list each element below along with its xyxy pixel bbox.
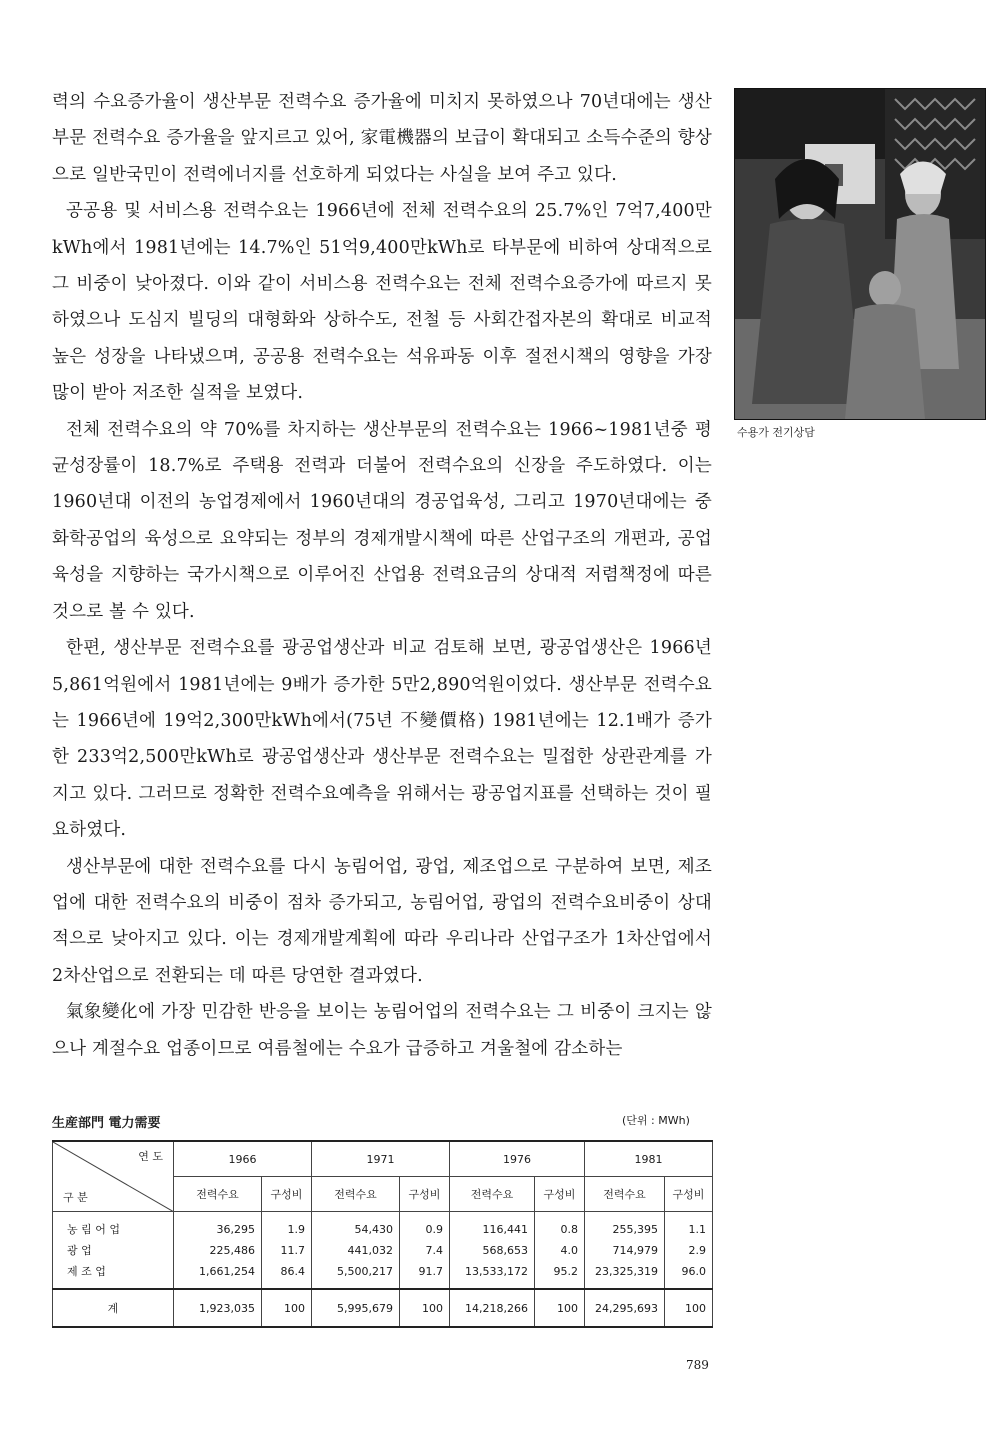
cell-value: 0.9: [425, 1222, 443, 1236]
body-text: [52, 84, 712, 1067]
header-year-label: 연 도: [138, 1150, 163, 1163]
photo-caption: 수용가 전기상담: [737, 426, 815, 439]
paragraph: 한편, 생산부문 전력수요를 광공업생산과 비교 검토해 보면, 광공업생산은 1966년 5,861억원에서 1981년에는 9배가 증가한 5만2,890억원이었다. 생산부문 전력수요는 1966년에 19억2,300만kWh에서(75년 不變價格) 1981년에는 12.1배가 증가한 233억2,500만kWh로 광공업생산과 생산부문 전력수요는 밀접한 상관관계를 가지고 있다. 그러므로 정확한 전력수요예측을 위해서는 광공업지표를 선택하는 것이 필요하였다.: [52, 638, 712, 841]
year-header: 1971: [312, 1141, 450, 1177]
cell-value: 568,653: [482, 1243, 528, 1257]
consultation-photo: [734, 88, 986, 420]
cell-value: 7.4: [425, 1243, 443, 1257]
demand-cell: [585, 1212, 665, 1290]
cell-value: 225,486: [209, 1243, 255, 1257]
demand-cell: [174, 1212, 262, 1290]
ratio-cell: [400, 1212, 450, 1290]
cell-value: 11.7: [280, 1243, 305, 1257]
year-header: 1976: [450, 1141, 585, 1177]
table-title: 生産部門 電力需要: [52, 1116, 161, 1131]
ratio-cell: [535, 1212, 585, 1290]
cell-value: 2.9: [688, 1243, 706, 1257]
cell-value: 54,430: [354, 1222, 393, 1236]
cell-value: 255,395: [612, 1222, 658, 1236]
cell-value: 23,325,319: [595, 1264, 658, 1278]
cell-value: 13,533,172: [465, 1264, 528, 1278]
paragraph: 생산부문에 대한 전력수요를 다시 농림어업, 광업, 제조업으로 구분하여 보면, 제조업에 대한 전력수요의 비중이 점차 증가되고, 농림어업, 광업의 전력수요비중이 상대적으로 낮아지고 있다. 이는 경제개발계획에 따라 우리나라 산업구조가 1차산업에서 2차산업으로 전환되는 데 따른 당연한 결과였다.: [52, 856, 712, 986]
cell-value: 1.1: [688, 1222, 706, 1236]
year-header: 1981: [585, 1141, 713, 1177]
paragraph: 전체 전력수요의 약 70%를 차지하는 생산부문의 전력수요는 1966~1981년중 평균성장률이 18.7%로 주택용 전력과 더불어 전력수요의 신장을 주도하였다. 이는 1960년대 이전의 농업경제에서 1960년대의 경공업육성, 그리고 1970년대에는 중화학공업의 육성으로 요약되는 정부의 경제개발시책에 따른 산업구조의 개편과, 공업육성을 지향하는 국가시책으로 이루어진 산업용 전력요금의 상대적 저렴책정에 따른 것으로 볼 수 있다.: [52, 419, 712, 622]
cell-value: 96.0: [681, 1264, 706, 1278]
cell-value: 36,295: [216, 1222, 255, 1236]
total-ratio: 100: [535, 1289, 585, 1327]
table-unit: (단위 : MWh): [622, 1114, 690, 1127]
total-demand: 14,218,266: [450, 1289, 535, 1327]
ratio-cell: [262, 1212, 312, 1290]
total-ratio: 100: [400, 1289, 450, 1327]
demand-header: 전력수요: [585, 1177, 665, 1212]
row-label: 농 림 어 업: [67, 1222, 120, 1236]
cell-value: 86.4: [280, 1264, 305, 1278]
cell-value: 0.8: [560, 1222, 578, 1236]
ratio-header: 구성비: [665, 1177, 713, 1212]
paragraph: 공공용 및 서비스용 전력수요는 1966년에 전체 전력수요의 25.7%인 7억7,400만kWh에서 1981년에는 14.7%인 51억9,400만kWh로 타부문에 비하여 상대적으로 그 비중이 낮아졌다. 이와 같이 서비스용 전력수요는 전체 전력수요증가에 따르지 못하였으나 도심지 빌딩의 대형화와 상하수도, 전철 등 사회간접자본의 확대로 비교적 높은 성장을 나타냈으며, 공공용 전력수요는 석유파동 이후 절전시책의 영향을 가장 많이 받아 저조한 실적을 보였다.: [52, 201, 712, 404]
ratio-header: 구성비: [535, 1177, 585, 1212]
row-label: 광 업: [67, 1243, 92, 1257]
demand-cell: [312, 1212, 400, 1290]
cell-value: 5,500,217: [337, 1264, 393, 1278]
cell-value: 714,979: [612, 1243, 658, 1257]
demand-header: 전력수요: [450, 1177, 535, 1212]
total-ratio: 100: [665, 1289, 713, 1327]
ratio-header: 구성비: [400, 1177, 450, 1212]
table-row: [53, 1212, 713, 1290]
total-demand: 5,995,679: [312, 1289, 400, 1327]
total-ratio: 100: [262, 1289, 312, 1327]
row-labels: [53, 1212, 174, 1290]
cell-value: 116,441: [482, 1222, 528, 1236]
cell-value: 1,661,254: [199, 1264, 255, 1278]
demand-cell: [450, 1212, 535, 1290]
table-row-total: [53, 1289, 713, 1327]
cell-value: 95.2: [553, 1264, 578, 1278]
row-label: 제 조 업: [67, 1264, 106, 1278]
ratio-cell: [665, 1212, 713, 1290]
total-label: 계: [53, 1289, 174, 1327]
total-demand: 24,295,693: [585, 1289, 665, 1327]
paragraph: 氣象變化에 가장 민감한 반응을 보이는 농림어업의 전력수요는 그 비중이 크지는 않으나 계절수요 업종이므로 여름철에는 수요가 급증하고 겨울철에 감소하는: [52, 1002, 712, 1059]
header-diagonal-cell: [53, 1141, 174, 1212]
cell-value: 441,032: [347, 1243, 393, 1257]
header-category-label: 구 분: [63, 1191, 88, 1204]
total-demand: 1,923,035: [174, 1289, 262, 1327]
ratio-header: 구성비: [262, 1177, 312, 1212]
power-demand-table: [52, 1140, 713, 1328]
page-number: 789: [686, 1358, 709, 1372]
year-header: 1966: [174, 1141, 312, 1177]
cell-value: 91.7: [418, 1264, 443, 1278]
demand-header: 전력수요: [174, 1177, 262, 1212]
cell-value: 1.9: [287, 1222, 305, 1236]
cell-value: 4.0: [560, 1243, 578, 1257]
demand-header: 전력수요: [312, 1177, 400, 1212]
paragraph: 력의 수요증가율이 생산부문 전력수요 증가율에 미치지 못하였으나 70년대에는 생산부문 전력수요 증가율을 앞지르고 있어, 家電機器의 보급이 확대되고 소득수준의 향상으로 일반국민이 전력에너지를 선호하게 되었다는 사실을 보여 주고 있다.: [52, 92, 712, 185]
